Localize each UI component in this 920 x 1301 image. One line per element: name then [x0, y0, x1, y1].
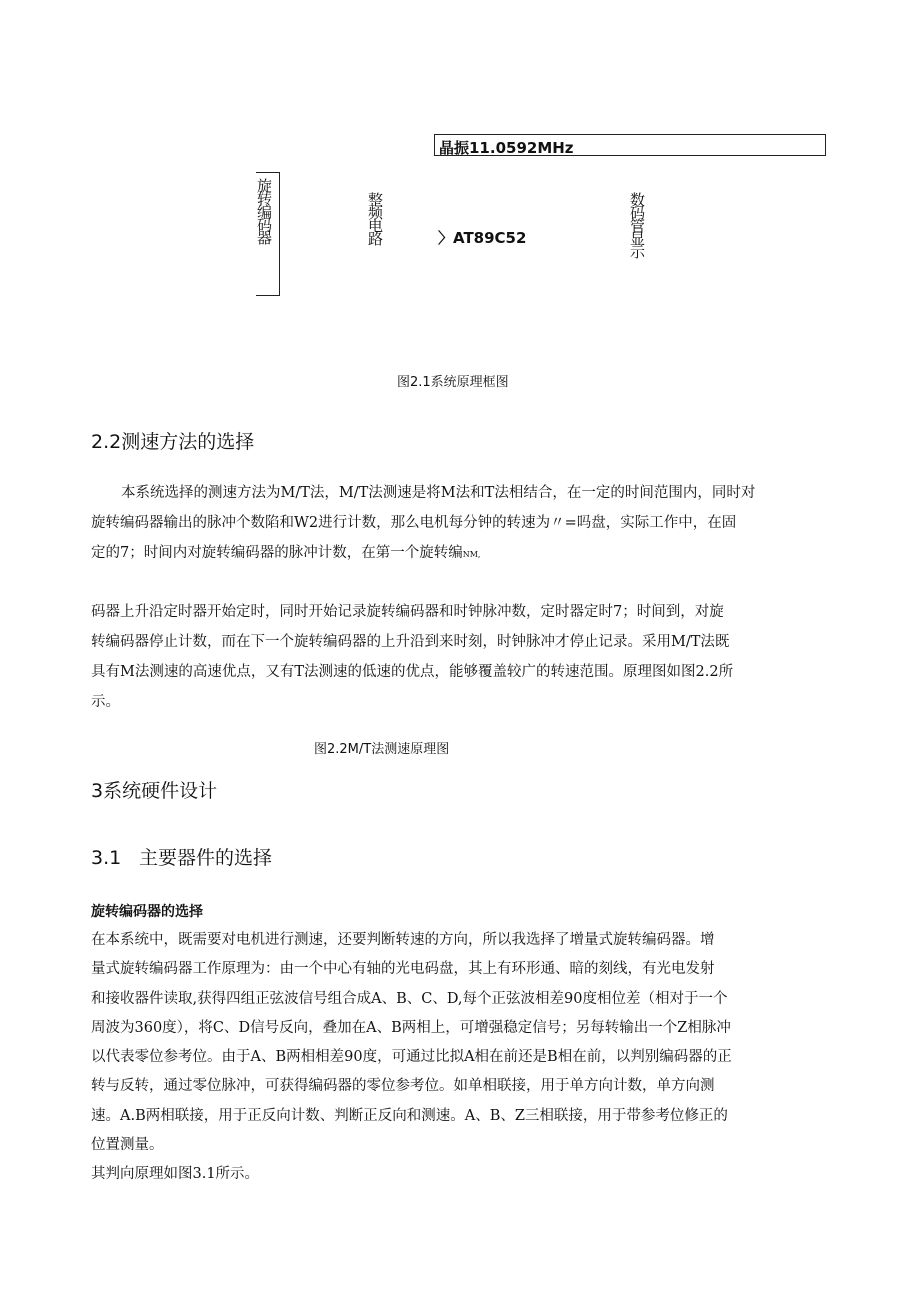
- paragraph-mt-line-6: 具有M法测速的高速优点，又有T法测速的低速的优点，能够覆盖较广的转速范围。原理图如图2.2所: [91, 664, 734, 680]
- paragraph-encoder-line-5: 以代表零位参考位。由于A、B两相相差90度，可通过比拟A相在前还是B相在前，以判别编码器的正: [91, 1049, 732, 1066]
- section-3-heading: 3系统硬件设计: [91, 780, 218, 802]
- paragraph-mt-line-5: 转编码器停止计数，而在下一个旋转编码器的上升沿到来时刻，时钟脉冲才停止记录。采用M/T法既: [91, 634, 730, 650]
- shaping-circuit-label: 整频电路: [366, 192, 384, 244]
- paragraph-mt-line-1: 本系统选择的测速方法为M/T法，M/T法测速是将M法和T法相结合，在一定的时间范围内，同时对: [121, 485, 756, 501]
- paragraph-encoder: [91, 926, 732, 1190]
- paragraph-mt-line-3: [91, 538, 480, 570]
- paragraph-mt-line-3-text: 定的7；时间内对旋转编码器的脉冲计数，在第一个旋转编: [91, 545, 463, 561]
- encoder-selection-heading: 旋转编码器的选择: [91, 904, 203, 920]
- paragraph-encoder-line-8: 位置测量。: [91, 1137, 164, 1154]
- paragraph-mt-line-4: 码器上升沿定时器开始定时，同时开始记录旋转编码器和时钟脉冲数，定时器定时7；时间到，对旋: [91, 604, 724, 620]
- paragraph-encoder-line-4: 周波为360度），将C、D信号反向，叠加在A、B两相上，可增强稳定信号；另每转输出一个Z相脉冲: [91, 1019, 731, 1036]
- display-label: 数码管显示: [628, 192, 646, 257]
- figure-2-1-caption: 图2.1系统原理框图: [397, 375, 509, 390]
- crystal-oscillator-label: 晶振11.0592MHz: [439, 139, 574, 157]
- section-3-1-number: 3.1: [91, 847, 122, 869]
- section-2-2-heading: 2.2测速方法的选择: [91, 431, 255, 453]
- paragraph-mt-line-3-subscript: ΝM,: [462, 550, 481, 559]
- paragraph-encoder-line-1: 在本系统中，既需要对电机进行测速，还要判断转速的方向，所以我选择了增量式旋转编码器。增: [91, 932, 715, 948]
- paragraph-encoder-line-6: 转与反转，通过零位脉冲，可获得编码器的零位参考位。如单相联接，用于单方向计数，单方向测: [91, 1078, 715, 1095]
- mcu-label: 〉AT89C52: [438, 229, 527, 247]
- paragraph-mt-line-2: 旋转编码器输出的脉冲个数陷和W2进行计数，那么电机每分钟的转速为〃=吗盘，实际工作中，在固: [91, 515, 737, 531]
- paragraph-encoder-line-3: 和接收器件读取,获得四组正弦波信号组合成A、B、C、D,每个正弦波相差90度相位差（相对于一个: [91, 990, 728, 1007]
- figure-2-2-caption: 图2.2M/T法测速原理图: [314, 742, 450, 757]
- section-3-1-heading: [91, 843, 272, 870]
- paragraph-mt-line-7: 示。: [91, 694, 120, 710]
- paragraph-encoder-line-7: 速。A.B两相联接，用于正反向计数、判断正反向和测速。A、B、Z三相联接，用于带参考位修正的: [91, 1107, 728, 1124]
- crystal-oscillator-box: [434, 134, 826, 156]
- paragraph-encoder-line-2: 量式旋转编码器工作原理为：由一个中心有轴的光电码盘，其上有环形通、暗的刻线，有光电发射: [91, 961, 715, 978]
- paragraph-encoder-line-9: 其判向原理如图3.1所示。: [91, 1166, 260, 1183]
- paragraph-mt-continued: [91, 597, 733, 717]
- section-3-1-title: 主要器件的选择: [139, 847, 273, 869]
- encoder-label: 旋转编码器: [255, 178, 273, 243]
